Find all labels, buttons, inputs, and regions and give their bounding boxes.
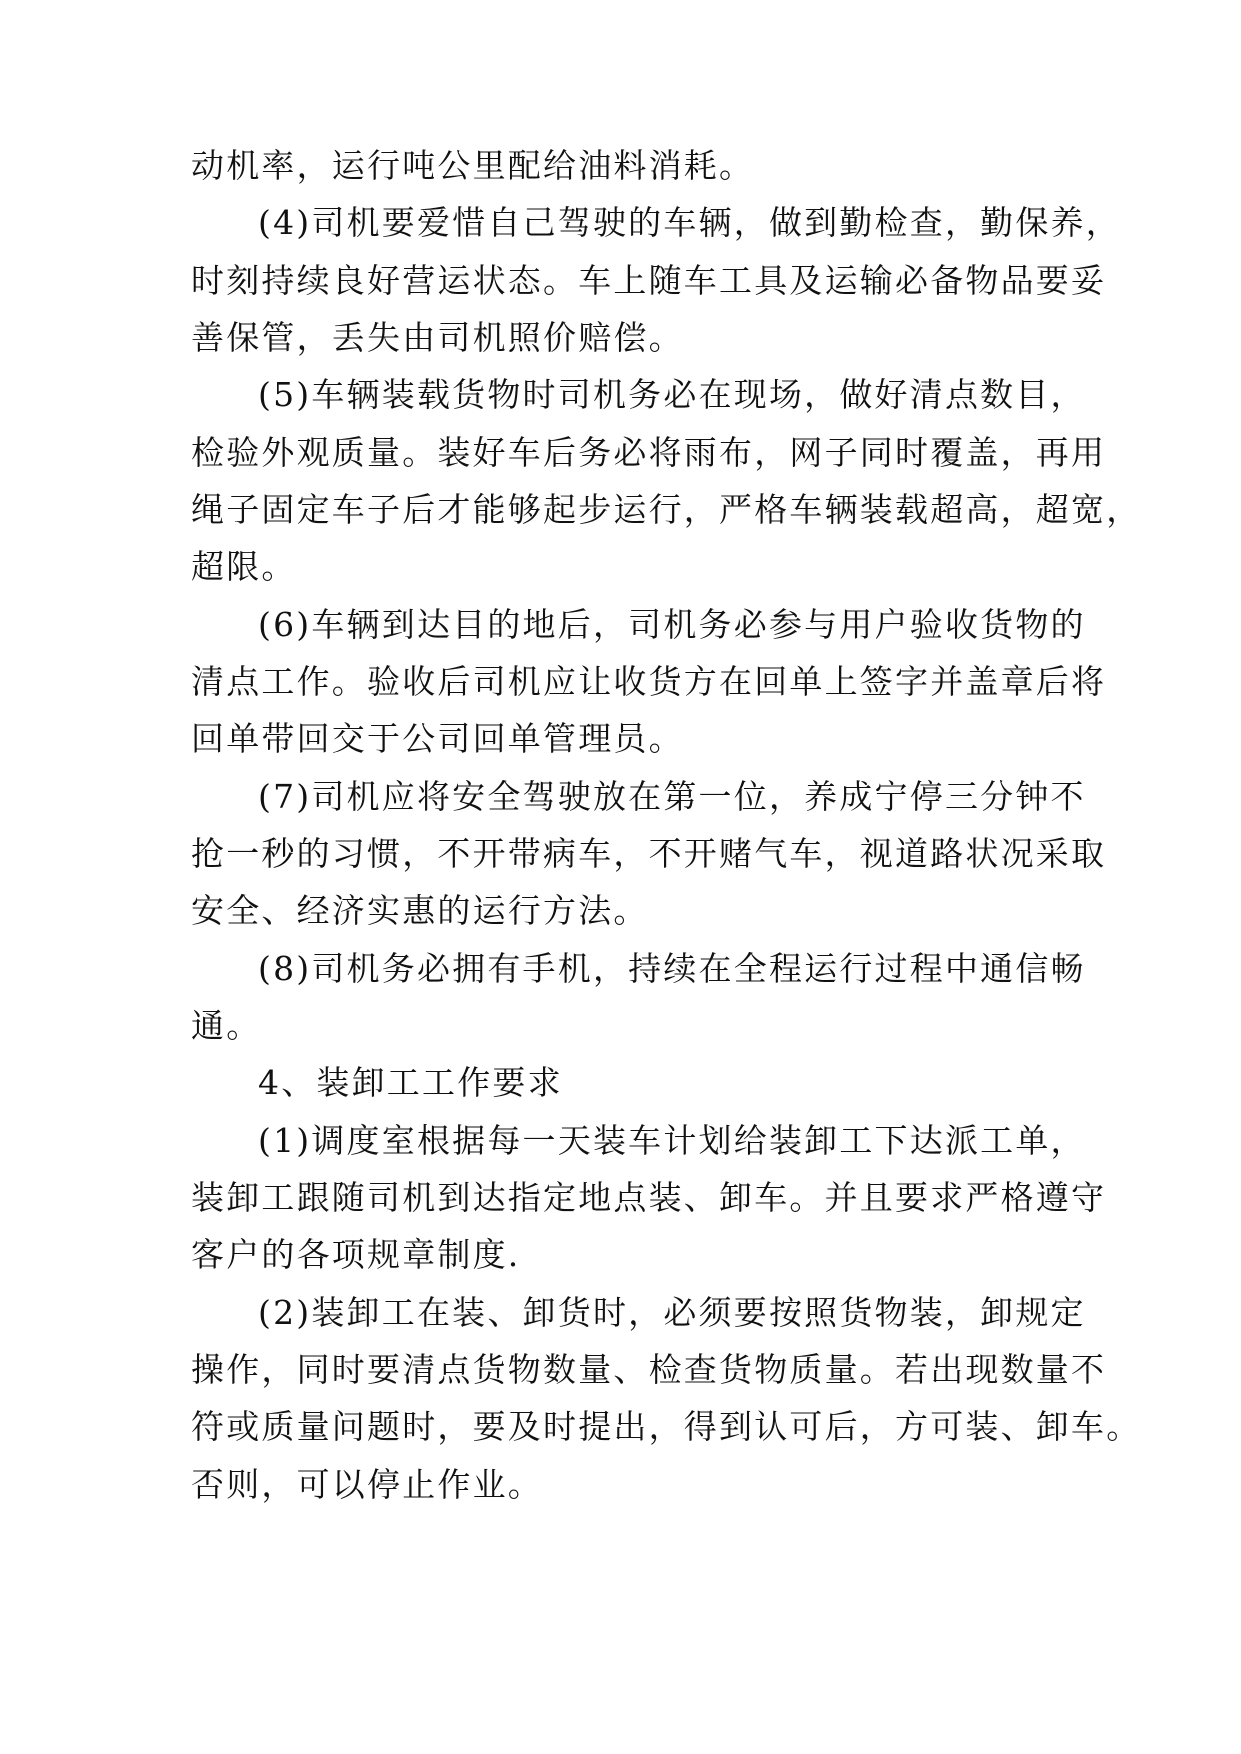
- text-line: (2)装卸工在装、卸货时，必须要按照货物装，卸规定: [258, 1293, 1086, 1332]
- text-line: 绳子固定车子后才能够起步运行，严格车辆装载超高，超宽，: [191, 490, 1142, 529]
- text-line: 客户的各项规章制度.: [191, 1235, 521, 1274]
- text-line: (4)司机要爱惜自己驾驶的车辆，做到勤检查，勤保养，: [258, 203, 1121, 242]
- text-line: 检验外观质量。装好车后务必将雨布，网子同时覆盖，再用: [191, 433, 1107, 472]
- text-line: 否则，可以停止作业。: [191, 1465, 543, 1504]
- text-line: 抢一秒的习惯，不开带病车，不开赌气车，视道路状况采取: [191, 834, 1107, 873]
- text-line: (8)司机务必拥有手机，持续在全程运行过程中通信畅: [258, 949, 1086, 988]
- section-heading: 4、装卸工工作要求: [258, 1063, 563, 1102]
- text-line: 安全、经济实惠的运行方法。: [191, 891, 649, 930]
- text-line: 超限。: [191, 547, 297, 586]
- text-line: (1)调度室根据每一天装车计划给装卸工下达派工单，: [258, 1121, 1086, 1160]
- text-line: 动机率，运行吨公里配给油料消耗。: [191, 146, 755, 185]
- text-line: 善保管，丢失由司机照价赔偿。: [191, 318, 684, 357]
- text-line: 装卸工跟随司机到达指定地点装、卸车。并且要求严格遵守: [191, 1178, 1107, 1217]
- text-line: 符或质量问题时，要及时提出，得到认可后，方可装、卸车。: [191, 1407, 1142, 1446]
- text-line: (5)车辆装载货物时司机务必在现场，做好清点数目，: [258, 375, 1086, 414]
- text-line: 时刻持续良好营运状态。车上随车工具及运输必备物品要妥: [191, 261, 1107, 300]
- text-line: 清点工作。验收后司机应让收货方在回单上签字并盖章后将: [191, 662, 1107, 701]
- text-line: 操作，同时要清点货物数量、检查货物质量。若出现数量不: [191, 1350, 1107, 1389]
- text-line: (7)司机应将安全驾驶放在第一位，养成宁停三分钟不: [258, 777, 1086, 816]
- text-line: (6)车辆到达目的地后，司机务必参与用户验收货物的: [258, 605, 1086, 644]
- text-line: 通。: [191, 1006, 262, 1045]
- text-line: 回单带回交于公司回单管理员。: [191, 719, 684, 758]
